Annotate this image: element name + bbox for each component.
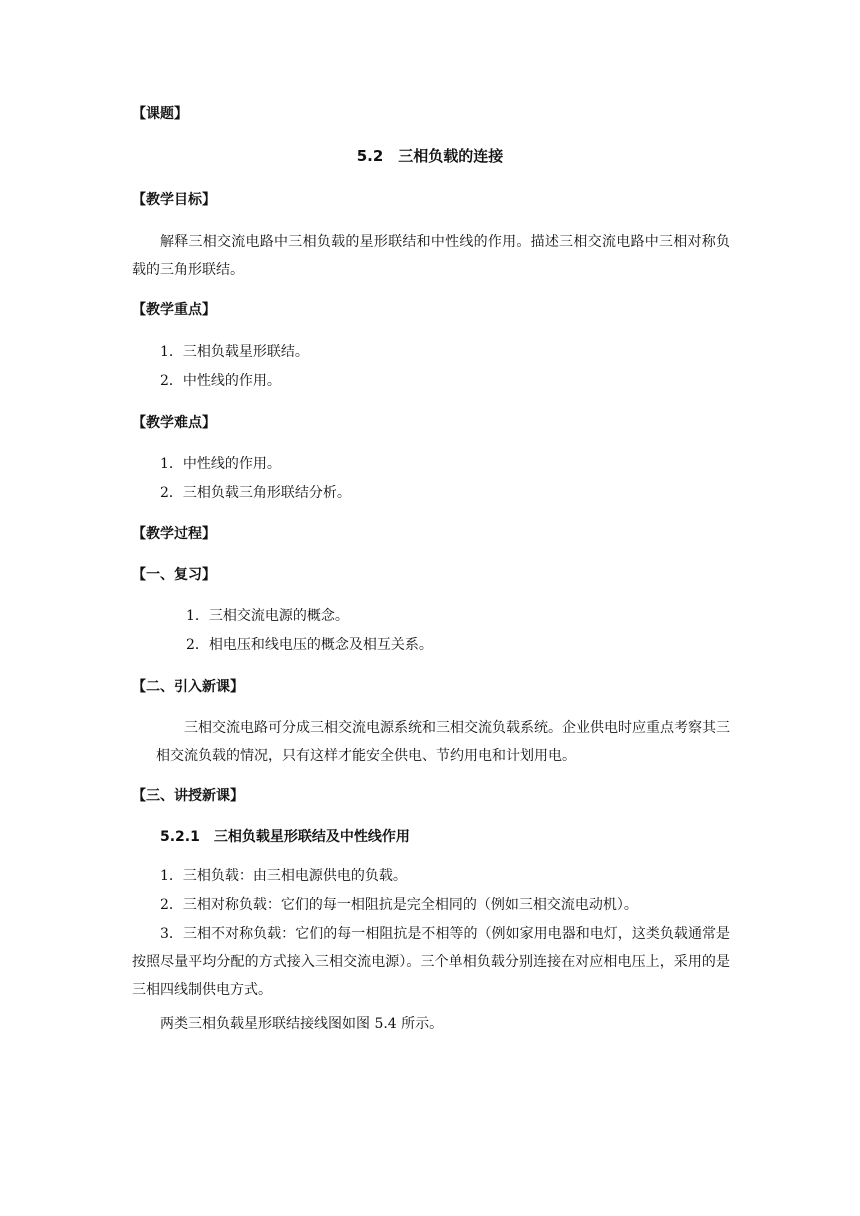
key-points-heading: 【教学重点】	[132, 302, 216, 318]
lesson-item: 3．三相不对称负载：它们的每一相阻抗是不相等的（例如家用电器和电灯，这类负载通常是按照尽量平均分配的方式接入三相交流电源）。三个单相负载分别连接在对应相电压上，采用的是三相四线制供电方式。	[132, 926, 730, 998]
review-item: 1．三相交流电源的概念。	[186, 608, 349, 624]
teaching-goal-heading: 【教学目标】	[132, 192, 216, 208]
difficult-point-item: 2．三相负载三角形联结分析。	[160, 485, 351, 501]
intro-heading: 【二、引入新课】	[132, 679, 244, 695]
section-subheading: 5.2.1 三相负载星形联结及中性线作用	[160, 829, 410, 845]
new-lesson-heading: 【三、讲授新课】	[132, 788, 244, 804]
difficult-points-heading: 【教学难点】	[132, 415, 216, 431]
review-item: 2．相电压和线电压的概念及相互关系。	[186, 637, 433, 653]
figure-reference-text: 两类三相负载星形联结接线图如图 5.4 所示。	[160, 1016, 444, 1032]
lesson-topic-heading: 【课题】	[132, 106, 188, 122]
lesson-item: 1．三相负载：由三相电源供电的负载。	[160, 868, 407, 884]
page-title: 5.2 三相负载的连接	[356, 147, 504, 165]
teaching-process-heading: 【教学过程】	[132, 526, 216, 542]
lesson-item: 2．三相对称负载：它们的每一相阻抗是完全相同的（例如三相交流电动机）。	[160, 897, 638, 913]
key-point-item: 1．三相负载星形联结。	[160, 344, 309, 360]
key-point-item: 2．中性线的作用。	[160, 373, 281, 389]
review-heading: 【一、复习】	[132, 567, 216, 583]
teaching-goal-text: 解释三相交流电路中三相负载的星形联结和中性线的作用。描述三相交流电路中三相对称负载的三角形联结。	[132, 234, 730, 278]
difficult-point-item: 1．中性线的作用。	[160, 456, 281, 472]
intro-text: 三相交流电路可分成三相交流电源系统和三相交流负载系统。企业供电时应重点考察其三相交流负载的情况，只有这样才能安全供电、节约用电和计划用电。	[156, 720, 730, 764]
